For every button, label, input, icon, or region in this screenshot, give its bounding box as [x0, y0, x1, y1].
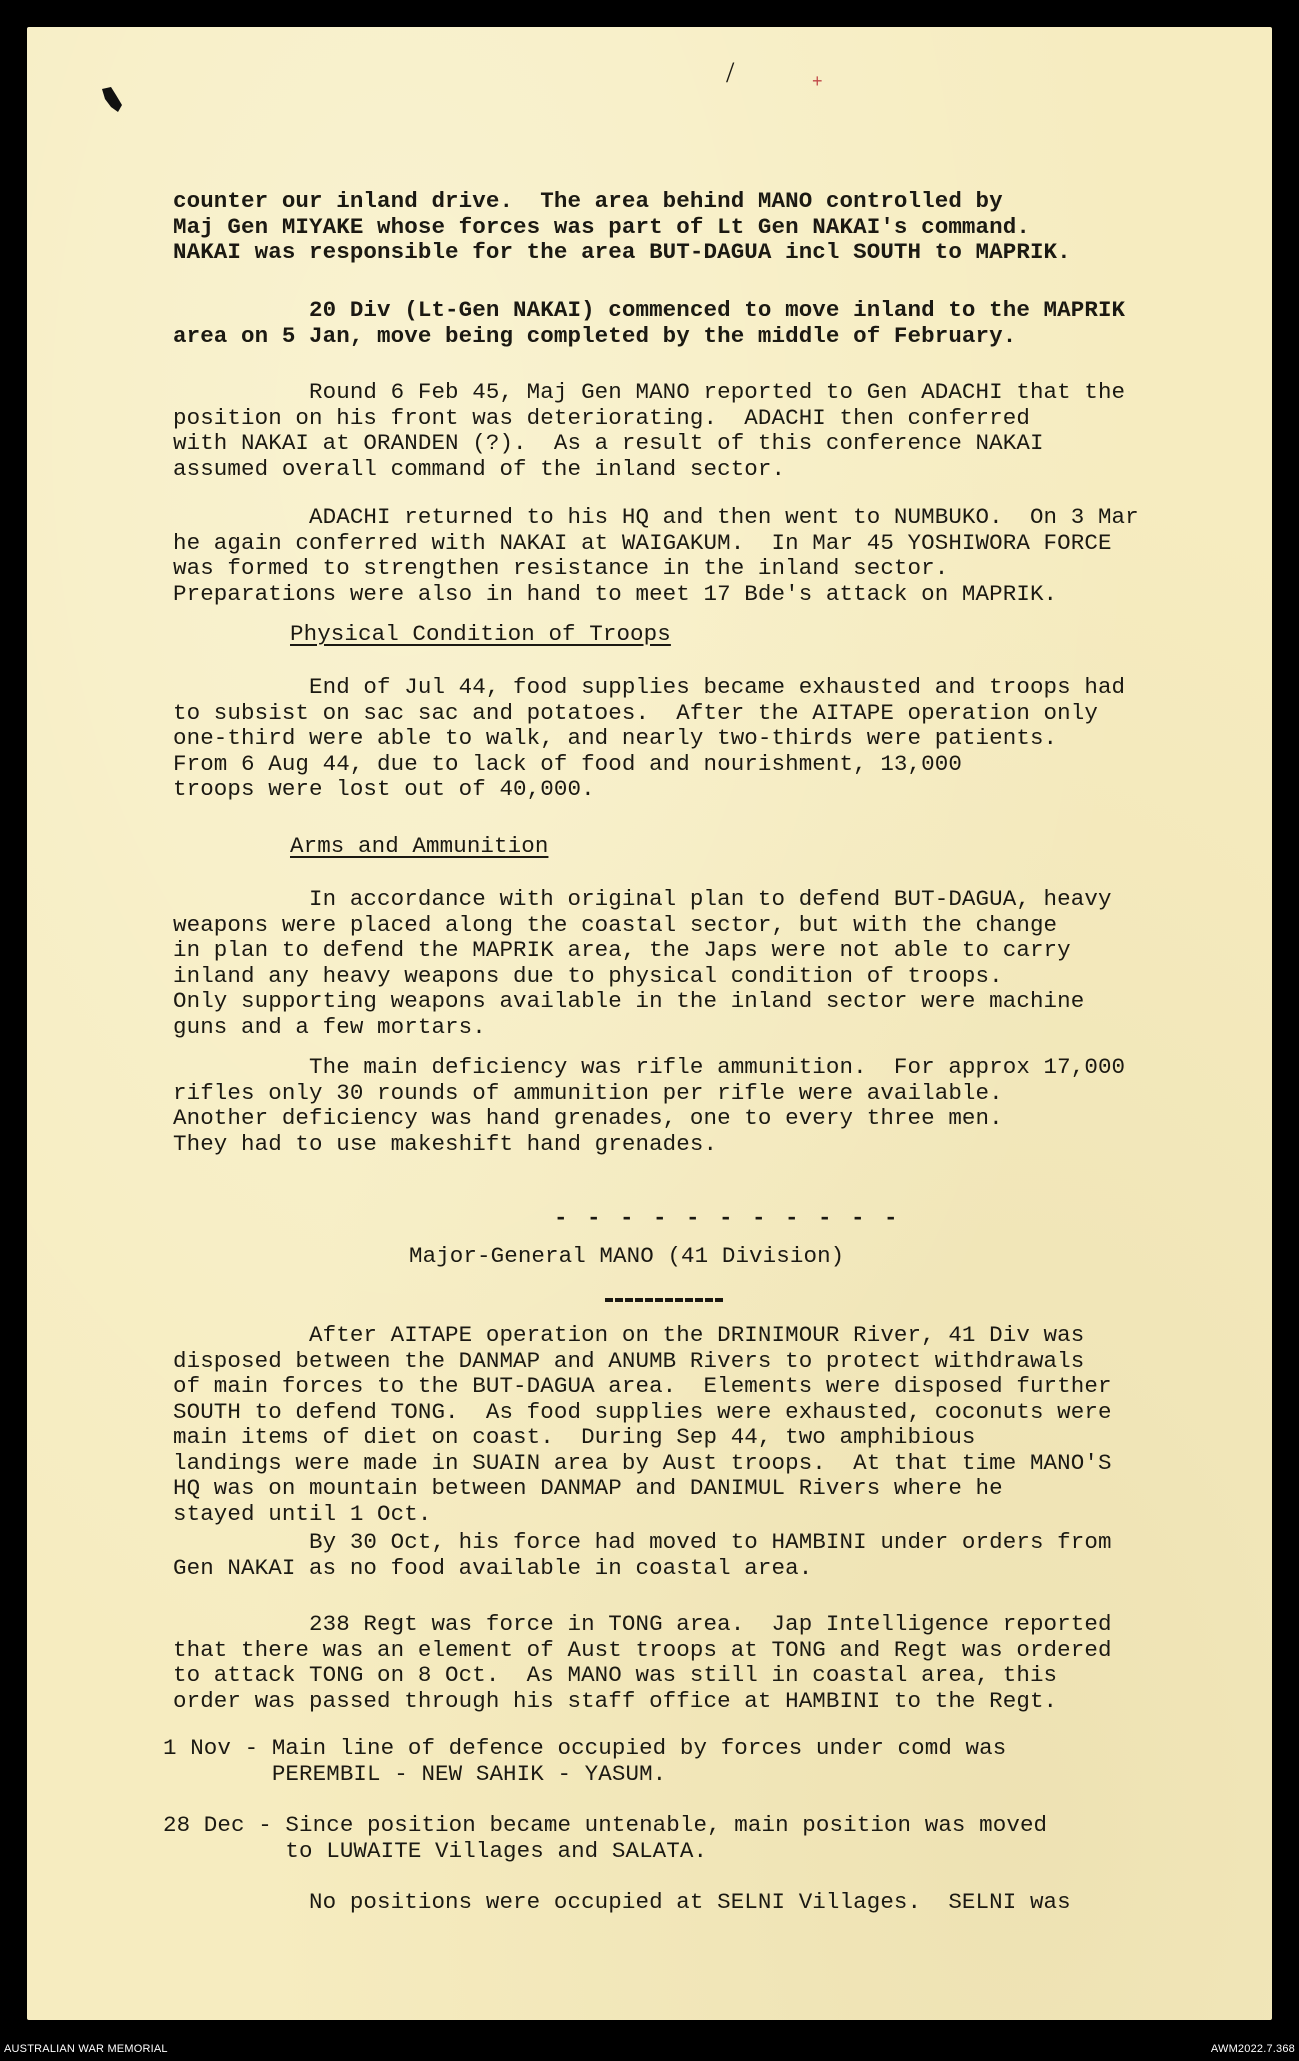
text-line: was formed to strengthen resistance in the inland sector. [173, 555, 949, 581]
text-line: ADACHI returned to his HQ and then went to NUMBUKO. On 3 Mar [173, 504, 1139, 530]
page-marker: / [726, 56, 735, 89]
text-line: 28 Dec - Since position became untenable, main position was moved [163, 1812, 1048, 1838]
text-line: HQ was on mountain between DANMAP and DANIMUL Rivers where he [173, 1475, 1003, 1501]
heading-physical-condition: Physical Condition of Troops [290, 621, 671, 647]
text-line: After AITAPE operation on the DRINIMOUR River, 41 Div was [173, 1322, 1085, 1348]
heading-arms-ammunition: Arms and Ammunition [290, 833, 549, 859]
text-line: They had to use makeshift hand grenades. [173, 1130, 718, 1157]
text-line: The main deficiency was rifle ammunition. For approx 17,000 [173, 1054, 1126, 1080]
text-line: Another deficiency was hand grenades, one to every three men. [173, 1105, 1003, 1131]
heading-underline-rule [605, 1298, 725, 1302]
red-stamp-mark: + [812, 71, 823, 91]
text-line: he again conferred with NAKAI at WAIGAKUM. In Mar 45 YOSHIWORA FORCE [173, 529, 1112, 556]
text-line: Preparations were also in hand to meet 17 Bde's attack on MAPRIK. [173, 580, 1058, 607]
text-line: rifles only 30 rounds of ammunition per rifle were available. [173, 1079, 1003, 1106]
paragraph-physical [173, 675, 1125, 803]
paragraph-1 [173, 189, 1071, 266]
text-line: area on 5 Jan, move being completed by the middle of February. [173, 322, 1017, 349]
text-line: Round 6 Feb 45, Maj Gen MANO reported to Gen ADACHI that the [173, 379, 1126, 405]
text-line: By 30 Oct, his force had moved to HAMBINI under orders from [173, 1529, 1112, 1555]
text-line: one-third were able to walk, and nearly two-thirds were patients. [173, 725, 1058, 751]
paragraph-3 [173, 380, 1125, 482]
text-line: assumed overall command of the inland sector. [173, 455, 786, 482]
paragraph-selni: No positions were occupied at SELNI Villages. SELNI was [173, 1889, 1071, 1915]
text-line: End of Jul 44, food supplies became exhausted and troops had [173, 674, 1126, 700]
text-line: counter our inland drive. The area behind MANO controlled by [173, 188, 1003, 214]
text-line: position on his front was deteriorating. ADACHI then conferred [173, 404, 1030, 431]
text-line: main items of diet on coast. During Sep 44, two amphibious [173, 1424, 976, 1450]
text-line: stayed until 1 Oct. [173, 1500, 432, 1527]
text-line: guns and a few mortars. [173, 1013, 486, 1040]
text-line: to LUWAITE Villages and SALATA. [163, 1837, 708, 1864]
footer-archive-name: AUSTRALIAN WAR MEMORIAL [4, 2043, 168, 2055]
text-line: in plan to defend the MAPRIK area, the Japs were not able to carry [173, 937, 1071, 963]
text-line: inland any heavy weapons due to physical condition of troops. [173, 962, 1003, 989]
heading-major-general-mano: Major-General MANO (41 Division) [409, 1243, 845, 1269]
text-line: of main forces to the BUT-DAGUA area. Elements were disposed further [173, 1373, 1112, 1399]
text-line: Gen NAKAI as no food available in coastal area. [173, 1554, 813, 1581]
document-page [27, 27, 1272, 2020]
paragraph-ammunition [173, 1055, 1125, 1157]
text-line: NAKAI was responsible for the area BUT-DAGUA incl SOUTH to MAPRIK. [173, 239, 1071, 265]
text-line: that there was an element of Aust troops at TONG and Regt was ordered [173, 1636, 1112, 1663]
text-line: Only supporting weapons available in the inland sector were machine [173, 988, 1085, 1014]
paragraph-2 [173, 298, 1125, 349]
paragraph-oct [173, 1530, 1112, 1581]
text-line: order was passed through his staff office at HAMBINI to the Regt. [173, 1687, 1058, 1714]
footer-accession-number: AWM2022.7.368 [1210, 2043, 1295, 2055]
paragraph-4 [173, 505, 1139, 607]
text-line: PEREMBIL - NEW SAHIK - YASUM. [163, 1760, 667, 1787]
entry-28-dec [163, 1813, 1047, 1864]
text-line: to attack TONG on 8 Oct. As MANO was still in coastal area, this [173, 1662, 1058, 1688]
text-line: weapons were placed along the coastal sector, but with the change [173, 911, 1058, 938]
text-line: Maj Gen MIYAKE whose forces was part of Lt Gen NAKAI's command. [173, 213, 1030, 240]
text-line: to subsist on sac sac and potatoes. After the AITAPE operation only [173, 699, 1098, 726]
text-line: 1 Nov - Main line of defence occupied by forces under comd was [163, 1735, 1007, 1761]
text-line: In accordance with original plan to defend BUT-DAGUA, heavy [173, 886, 1112, 912]
text-line: 238 Regt was force in TONG area. Jap Intelligence reported [173, 1611, 1112, 1637]
text-line: landings were made in SUAIN area by Aust troops. At that time MANO'S [173, 1449, 1112, 1476]
text-line: with NAKAI at ORANDEN (?). As a result of this conference NAKAI [173, 430, 1044, 456]
text-line: 20 Div (Lt-Gen NAKAI) commenced to move inland to the MAPRIK [173, 297, 1126, 323]
text-line: disposed between the DANMAP and ANUMB Rivers to protect withdrawals [173, 1347, 1085, 1374]
section-separator: - - - - - - - - - - - [554, 1205, 901, 1231]
text-line: troops were lost out of 40,000. [173, 776, 595, 802]
text-line: From 6 Aug 44, due to lack of food and nourishment, 13,000 [173, 750, 962, 777]
paragraph-mano [173, 1323, 1112, 1527]
paragraph-arms [173, 887, 1112, 1040]
ink-blot-mark [99, 85, 125, 115]
text-line: SOUTH to defend TONG. As food supplies were exhausted, coconuts were [173, 1398, 1112, 1425]
paragraph-regt [173, 1612, 1112, 1714]
entry-1-nov [163, 1736, 1006, 1787]
